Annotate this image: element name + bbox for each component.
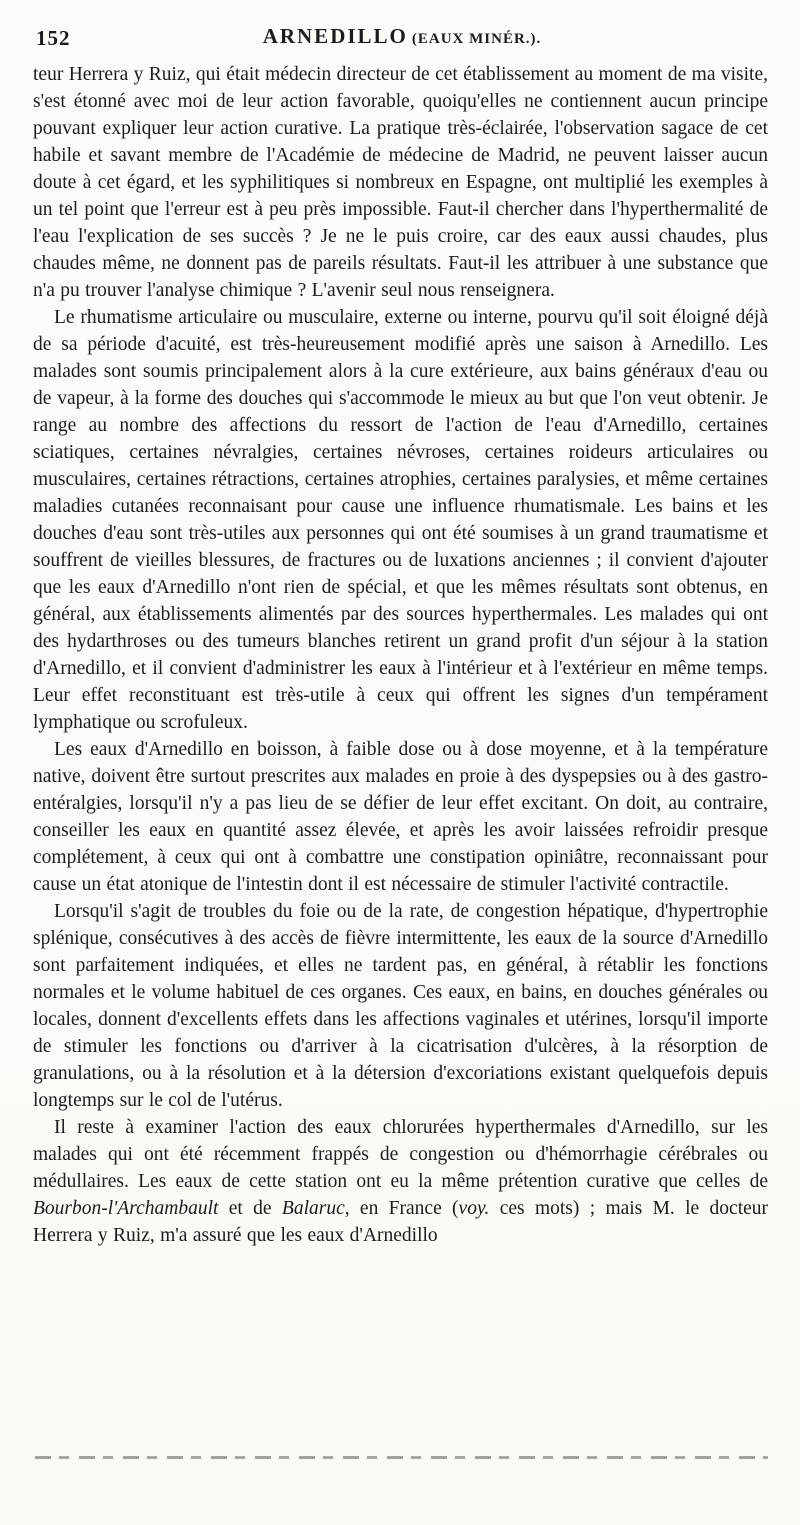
paragraph: [33, 1114, 768, 1249]
text-run: et de: [218, 1198, 282, 1219]
page-number: 152: [36, 26, 71, 50]
text-run: , en France (: [344, 1198, 459, 1219]
running-title-subtitle: (EAUX MINÉR.).: [411, 31, 542, 47]
scan-artifact-dashed-line: [35, 1456, 768, 1459]
italic-text-run: Bourbon-l'Archambault: [33, 1198, 219, 1219]
paragraph: [33, 61, 768, 304]
paragraph: [33, 304, 768, 736]
italic-text-run: voy.: [458, 1198, 490, 1219]
running-title: [36, 24, 768, 49]
paragraph: [33, 898, 768, 1114]
text-run: ces mots) ; mais M. le docteur Herrera y Ruiz, m'a assuré que les eaux d'Arnedillo: [33, 1198, 769, 1246]
text-run: Lorsqu'il s'agit de troubles du foie ou de la rate, de congestion hépatique, d'hypertrophie splénique, consécutives à des accès de fièvre intermittente, les eaux de la source d'Arnedillo sont parfaitement indiquées, et elles ne tardent pas, en général, à rétablir les fonctions normales et le volume habituel de ces organes. Ces eaux, en bains, en douches générales ou locales, donnent d'excellents effets dans les affections vaginales et utérines, lorsqu'il importe de stimuler les fonctions ou d'arriver à la cicatrisation d'ulcères, à la résorption de granulations, ou à la résolution et à la détersion d'excoriations existant quelquefois depuis longtemps sur le col de l'utérus.: [33, 901, 768, 1111]
italic-text-run: Balaruc: [281, 1198, 345, 1219]
text-run: Il reste à examiner l'action des eaux chlorurées hyperthermales d'Arnedillo, sur les malades qui ont été récemment frappés de congestion ou d'hémorrhagie cérébrales ou médullaires. Les eaux de cette station ont eu la même prétention curative que celles de: [33, 1117, 768, 1192]
paragraph: [33, 736, 768, 898]
text-run: teur Herrera y Ruiz, qui était médecin directeur de cet établissement au moment de ma visite, s'est étonné avec moi de leur action favorable, quoiqu'elles ne contiennent aucun principe pouvant expliquer leur action curative. La pratique très-éclairée, l'observation sagace de cet habile et savant membre de l'Académie de médecine de Madrid, ne peuvent laisser aucun doute à cet égard, et les syphilitiques si nombreux en Espagne, ont multiplié les exemples à un tel point que l'erreur est à peu près impossible. Faut-il chercher dans l'hyperthermalité de l'eau l'explication de ses succès ? Je ne le puis croire, car des eaux aussi chaudes, plus chaudes même, ne donnent pas de pareils résultats. Faut-il les attribuer à une substance que n'a pu trouver l'analyse chimique ? L'avenir seul nous renseignera.: [33, 64, 768, 301]
text-run: Le rhumatisme articulaire ou musculaire, externe ou interne, pourvu qu'il soit éloigné déjà de sa période d'acuité, est très-heureusement modifié après une saison à Arnedillo. Les malades sont soumis principalement alors à la cure extérieure, aux bains généraux d'eau ou de vapeur, à la forme des douches qui s'accommode le mieux au but que l'on veut obtenir. Je range au nombre des affections du ressort de l'action de l'eau d'Arnedillo, certaines sciatiques, certaines névralgies, certaines névroses, certaines roideurs articulaires ou musculaires, certaines rétractions, certaines atrophies, certaines paralysies, et même certaines maladies cutanées reconnaisant pour cause une influence rhumatismale. Les bains et les douches d'eau sont très-utiles aux personnes qui ont été soumises à un grand traumatisme et souffrent de vieilles blessures, de fractures ou de luxations anciennes ; il convient d'ajouter que les eaux d'Arnedillo n'ont rien de spécial, et que les mêmes résultats sont obtenus, en général, aux établissements alimentés par des sources hyperthermales. Les malades qui ont des hydarthroses ou des tumeurs blanches retirent un grand profit d'un séjour à la station d'Arnedillo, et il convient d'administrer les eaux à l'intérieur et à l'extérieur en même temps. Leur effet reconstituant est très-utile à ceux qui offrent les signes d'un tempérament lymphatique ou scrofuleux.: [33, 307, 768, 733]
page-header: [36, 24, 768, 54]
text-run: Les eaux d'Arnedillo en boisson, à faible dose ou à dose moyenne, et à la température native, doivent être surtout prescrites aux malades en proie à des dyspepsies ou à des gastro-entéralgies, lorsqu'il n'y a pas lieu de se défier de leur effet excitant. On doit, au contraire, conseiller les eaux en quantité assez élevée, et après les avoir laissées refroidir presque complétement, à ceux qui ont à combattre une constipation opiniâtre, reconnaissant pour cause un état atonique de l'intestin dont il est nécessaire de stimuler l'activité contractile.: [33, 739, 768, 895]
page-body: [33, 61, 768, 1249]
running-title-main: ARNEDILLO: [262, 24, 408, 48]
